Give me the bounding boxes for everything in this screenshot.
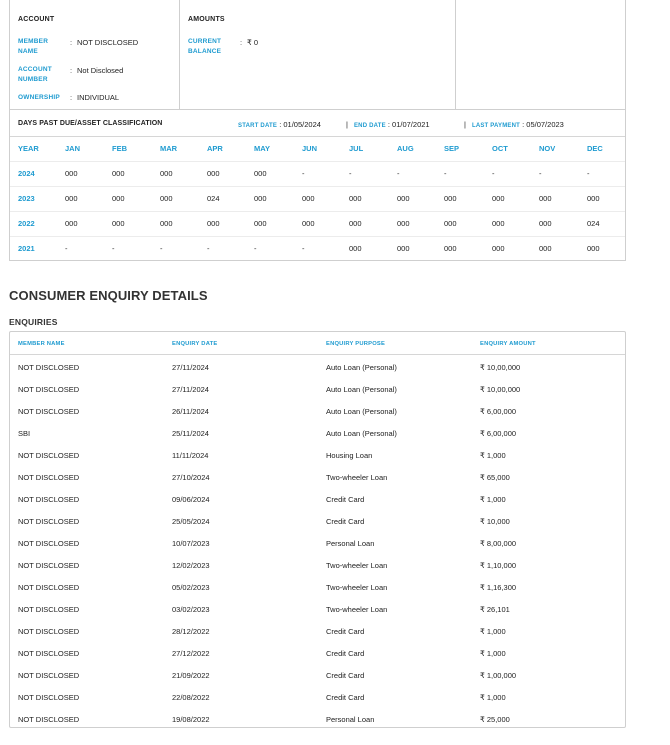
dpd-value-cell: -	[444, 169, 447, 178]
dpd-header-cell: OCT	[492, 144, 508, 153]
dpd-value-cell: -	[65, 244, 68, 253]
enquiry-date: 27/11/2024	[172, 363, 209, 372]
enquiry-date: 25/11/2024	[172, 429, 209, 438]
enquiry-date: 28/12/2022	[172, 627, 210, 636]
amounts-heading: AMOUNTS	[188, 16, 225, 23]
dpd-header-cell: MAY	[254, 144, 270, 153]
dpd-value-cell: -	[254, 244, 257, 253]
dpd-header-cell: AUG	[397, 144, 414, 153]
dpd-value-cell: 000	[160, 219, 173, 228]
enquiry-amount: ₹ 65,000	[480, 473, 510, 482]
enquiry-header	[10, 332, 625, 355]
dpd-header-cell: DEC	[587, 144, 603, 153]
dpd-value-cell: 000	[65, 169, 78, 178]
enquiry-table	[9, 331, 626, 728]
member-name-label: MEMBER NAME	[18, 38, 49, 55]
enquiry-date: 26/11/2024	[172, 407, 209, 416]
header-enquiry-amount: ENQUIRY AMOUNT	[480, 341, 536, 347]
dpd-value-cell: 000	[112, 194, 125, 203]
enquiry-purpose: Two-wheeler Loan	[326, 473, 388, 482]
dpd-value-cell: 000	[587, 194, 600, 203]
dpd-value-cell: -	[302, 244, 305, 253]
enquiry-purpose: Personal Loan	[326, 715, 375, 724]
enquiry-date: 25/05/2024	[172, 517, 210, 526]
row-divider	[10, 186, 625, 187]
colon: :	[240, 38, 243, 47]
enquiry-purpose: Credit Card	[326, 671, 365, 680]
last-payment: | LAST PAYMENT : 05/07/2023	[464, 120, 564, 129]
enquiry-purpose: Auto Loan (Personal)	[326, 407, 397, 416]
account-number-label: ACCOUNT NUMBER	[18, 66, 52, 83]
dpd-value-cell: 000	[112, 219, 125, 228]
member-name-value: NOT DISCLOSED	[77, 38, 139, 47]
dpd-value-cell: -	[207, 244, 210, 253]
dpd-value-cell: 000	[302, 219, 315, 228]
enquiry-amount: ₹ 25,000	[480, 715, 510, 724]
dpd-value-cell: 000	[397, 244, 410, 253]
dpd-value-cell: 024	[207, 194, 220, 203]
dpd-header-cell: JUN	[302, 144, 318, 153]
dpd-header-cell: JAN	[65, 144, 81, 153]
dpd-value-cell: 000	[254, 219, 267, 228]
enquiry-member-name: NOT DISCLOSED	[18, 649, 80, 658]
enquiry-purpose: Credit Card	[326, 649, 365, 658]
enquiry-member-name: NOT DISCLOSED	[18, 583, 80, 592]
dpd-value-cell: 000	[112, 169, 125, 178]
enquiry-amount: ₹ 8,00,000	[480, 539, 517, 548]
dpd-value-cell: 000	[397, 219, 410, 228]
enquiry-member-name: NOT DISCLOSED	[18, 627, 80, 636]
dpd-value-cell: -	[112, 244, 115, 253]
dpd-value-cell: -	[492, 169, 495, 178]
enquiry-date: 12/02/2023	[172, 561, 210, 570]
dpd-value-cell: 024	[587, 219, 600, 228]
enquiry-date: 11/11/2024	[172, 451, 209, 460]
dpd-value-cell: 000	[207, 169, 220, 178]
enquiry-amount: ₹ 1,16,300	[480, 583, 517, 592]
enquiry-member-name: NOT DISCLOSED	[18, 473, 80, 482]
enquiry-amount: ₹ 1,000	[480, 627, 506, 636]
enquiry-member-name: NOT DISCLOSED	[18, 495, 80, 504]
dpd-value-cell: 000	[444, 244, 457, 253]
enquiry-member-name: SBI	[18, 429, 31, 438]
enquiry-date: 22/08/2022	[172, 693, 210, 702]
enquiry-date: 21/09/2022	[172, 671, 210, 680]
enquiry-amount: ₹ 1,00,000	[480, 671, 517, 680]
enquiry-purpose: Credit Card	[326, 693, 365, 702]
row-divider	[10, 211, 625, 212]
dpd-value-cell: 000	[492, 194, 505, 203]
dpd-header-cell: MAR	[160, 144, 178, 153]
dpd-value-cell: 000	[587, 244, 600, 253]
dpd-value-cell: 000	[349, 194, 362, 203]
dpd-value-cell: -	[160, 244, 163, 253]
dpd-year-cell: 2021	[18, 244, 35, 253]
dpd-value-cell: 000	[65, 194, 78, 203]
dpd-value-cell: 000	[444, 219, 457, 228]
account-column	[10, 0, 180, 110]
row-divider	[10, 161, 625, 162]
ownership-label: OWNERSHIP	[18, 94, 60, 101]
enquiry-purpose: Housing Loan	[326, 451, 373, 460]
dpd-header-cell: YEAR	[18, 144, 39, 153]
dpd-value-cell: -	[539, 169, 542, 178]
header-member-name: MEMBER NAME	[18, 341, 65, 347]
enquiry-amount: ₹ 1,000	[480, 693, 506, 702]
dpd-value-cell: 000	[349, 244, 362, 253]
dpd-value-cell: 000	[160, 194, 173, 203]
dpd-title: DAYS PAST DUE/ASSET CLASSIFICATION	[18, 120, 163, 127]
enquiry-amount: ₹ 1,000	[480, 495, 506, 504]
enquiry-date: 05/02/2023	[172, 583, 210, 592]
dpd-year-cell: 2023	[18, 194, 35, 203]
enquiry-date: 27/11/2024	[172, 385, 209, 394]
enquiry-amount: ₹ 1,000	[480, 649, 506, 658]
enquiry-date: 03/02/2023	[172, 605, 210, 614]
enquiry-purpose: Auto Loan (Personal)	[326, 429, 397, 438]
enquiry-member-name: NOT DISCLOSED	[18, 605, 80, 614]
dpd-value-cell: -	[349, 169, 352, 178]
enquiry-date: 19/08/2022	[172, 715, 210, 724]
dpd-value-cell: 000	[444, 194, 457, 203]
enquiry-purpose: Two-wheeler Loan	[326, 561, 388, 570]
row-divider	[10, 236, 625, 237]
dpd-value-cell: 000	[539, 219, 552, 228]
enquiry-date: 09/06/2024	[172, 495, 210, 504]
enquiry-member-name: NOT DISCLOSED	[18, 363, 80, 372]
colon: :	[70, 38, 73, 47]
enquiry-date: 27/10/2024	[172, 473, 210, 482]
enquiry-amount: ₹ 10,00,000	[480, 363, 521, 372]
enquiry-purpose: Two-wheeler Loan	[326, 605, 388, 614]
enquiry-amount: ₹ 26,101	[480, 605, 510, 614]
dpd-value-cell: -	[397, 169, 400, 178]
dpd-value-cell: 000	[539, 244, 552, 253]
enquiry-date: 27/12/2022	[172, 649, 210, 658]
enquiry-member-name: NOT DISCLOSED	[18, 517, 80, 526]
dpd-value-cell: 000	[492, 219, 505, 228]
enquiry-purpose: Personal Loan	[326, 539, 375, 548]
dpd-value-cell: 000	[539, 194, 552, 203]
dpd-value-cell: 000	[397, 194, 410, 203]
enquiry-amount: ₹ 1,10,000	[480, 561, 517, 570]
enquiry-member-name: NOT DISCLOSED	[18, 385, 80, 394]
dpd-header-cell: JUL	[349, 144, 364, 153]
dpd-value-cell: -	[302, 169, 305, 178]
account-number-value: Not Disclosed	[77, 66, 124, 75]
dpd-table	[9, 110, 626, 261]
enquiries-subtitle: ENQUIRIES	[9, 317, 58, 327]
dpd-value-cell: 000	[302, 194, 315, 203]
enquiry-amount: ₹ 10,000	[480, 517, 510, 526]
dpd-header-cell: APR	[207, 144, 223, 153]
enquiry-member-name: NOT DISCLOSED	[18, 561, 80, 570]
colon: :	[70, 93, 73, 102]
account-heading: ACCOUNT	[18, 16, 55, 23]
amounts-column	[180, 0, 456, 110]
dpd-header-cell: NOV	[539, 144, 556, 153]
colon: :	[70, 66, 73, 75]
ownership-value: INDIVIDUAL	[77, 93, 120, 102]
dpd-header-cell: FEB	[112, 144, 127, 153]
enquiry-amount: ₹ 10,00,000	[480, 385, 521, 394]
enquiry-member-name: NOT DISCLOSED	[18, 671, 80, 680]
enquiry-amount: ₹ 1,000	[480, 451, 506, 460]
enquiry-date: 10/07/2023	[172, 539, 210, 548]
dpd-header	[10, 110, 625, 137]
enquiry-member-name: NOT DISCLOSED	[18, 715, 80, 724]
dpd-value-cell: 000	[492, 244, 505, 253]
dpd-year-cell: 2024	[18, 169, 35, 178]
end-date: | END DATE : 01/07/2021	[346, 120, 430, 129]
account-summary	[9, 0, 626, 110]
enquiry-purpose: Two-wheeler Loan	[326, 583, 388, 592]
enquiry-purpose: Credit Card	[326, 495, 365, 504]
enquiry-member-name: NOT DISCLOSED	[18, 539, 80, 548]
enquiry-amount: ₹ 6,00,000	[480, 429, 517, 438]
current-balance-value: ₹ 0	[247, 38, 259, 47]
enquiry-member-name: NOT DISCLOSED	[18, 407, 80, 416]
header-enquiry-purpose: ENQUIRY PURPOSE	[326, 341, 386, 347]
enquiry-amount: ₹ 6,00,000	[480, 407, 517, 416]
start-date: START DATE : 01/05/2024	[238, 120, 321, 129]
dpd-value-cell: 000	[254, 194, 267, 203]
header-enquiry-date: ENQUIRY DATE	[172, 341, 218, 347]
dpd-value-cell: 000	[349, 219, 362, 228]
dpd-value-cell: 000	[254, 169, 267, 178]
dpd-year-cell: 2022	[18, 219, 35, 228]
current-balance-label: CURRENT BALANCE	[188, 38, 222, 55]
section-title: CONSUMER ENQUIRY DETAILS	[9, 288, 208, 303]
enquiry-member-name: NOT DISCLOSED	[18, 451, 80, 460]
dpd-header-cell: SEP	[444, 144, 460, 153]
dpd-value-cell: -	[587, 169, 590, 178]
enquiry-purpose: Credit Card	[326, 517, 365, 526]
enquiry-purpose: Auto Loan (Personal)	[326, 385, 397, 394]
enquiry-member-name: NOT DISCLOSED	[18, 693, 80, 702]
enquiry-purpose: Credit Card	[326, 627, 365, 636]
dpd-value-cell: 000	[160, 169, 173, 178]
dpd-value-cell: 000	[65, 219, 78, 228]
dpd-value-cell: 000	[207, 219, 220, 228]
enquiry-purpose: Auto Loan (Personal)	[326, 363, 397, 372]
